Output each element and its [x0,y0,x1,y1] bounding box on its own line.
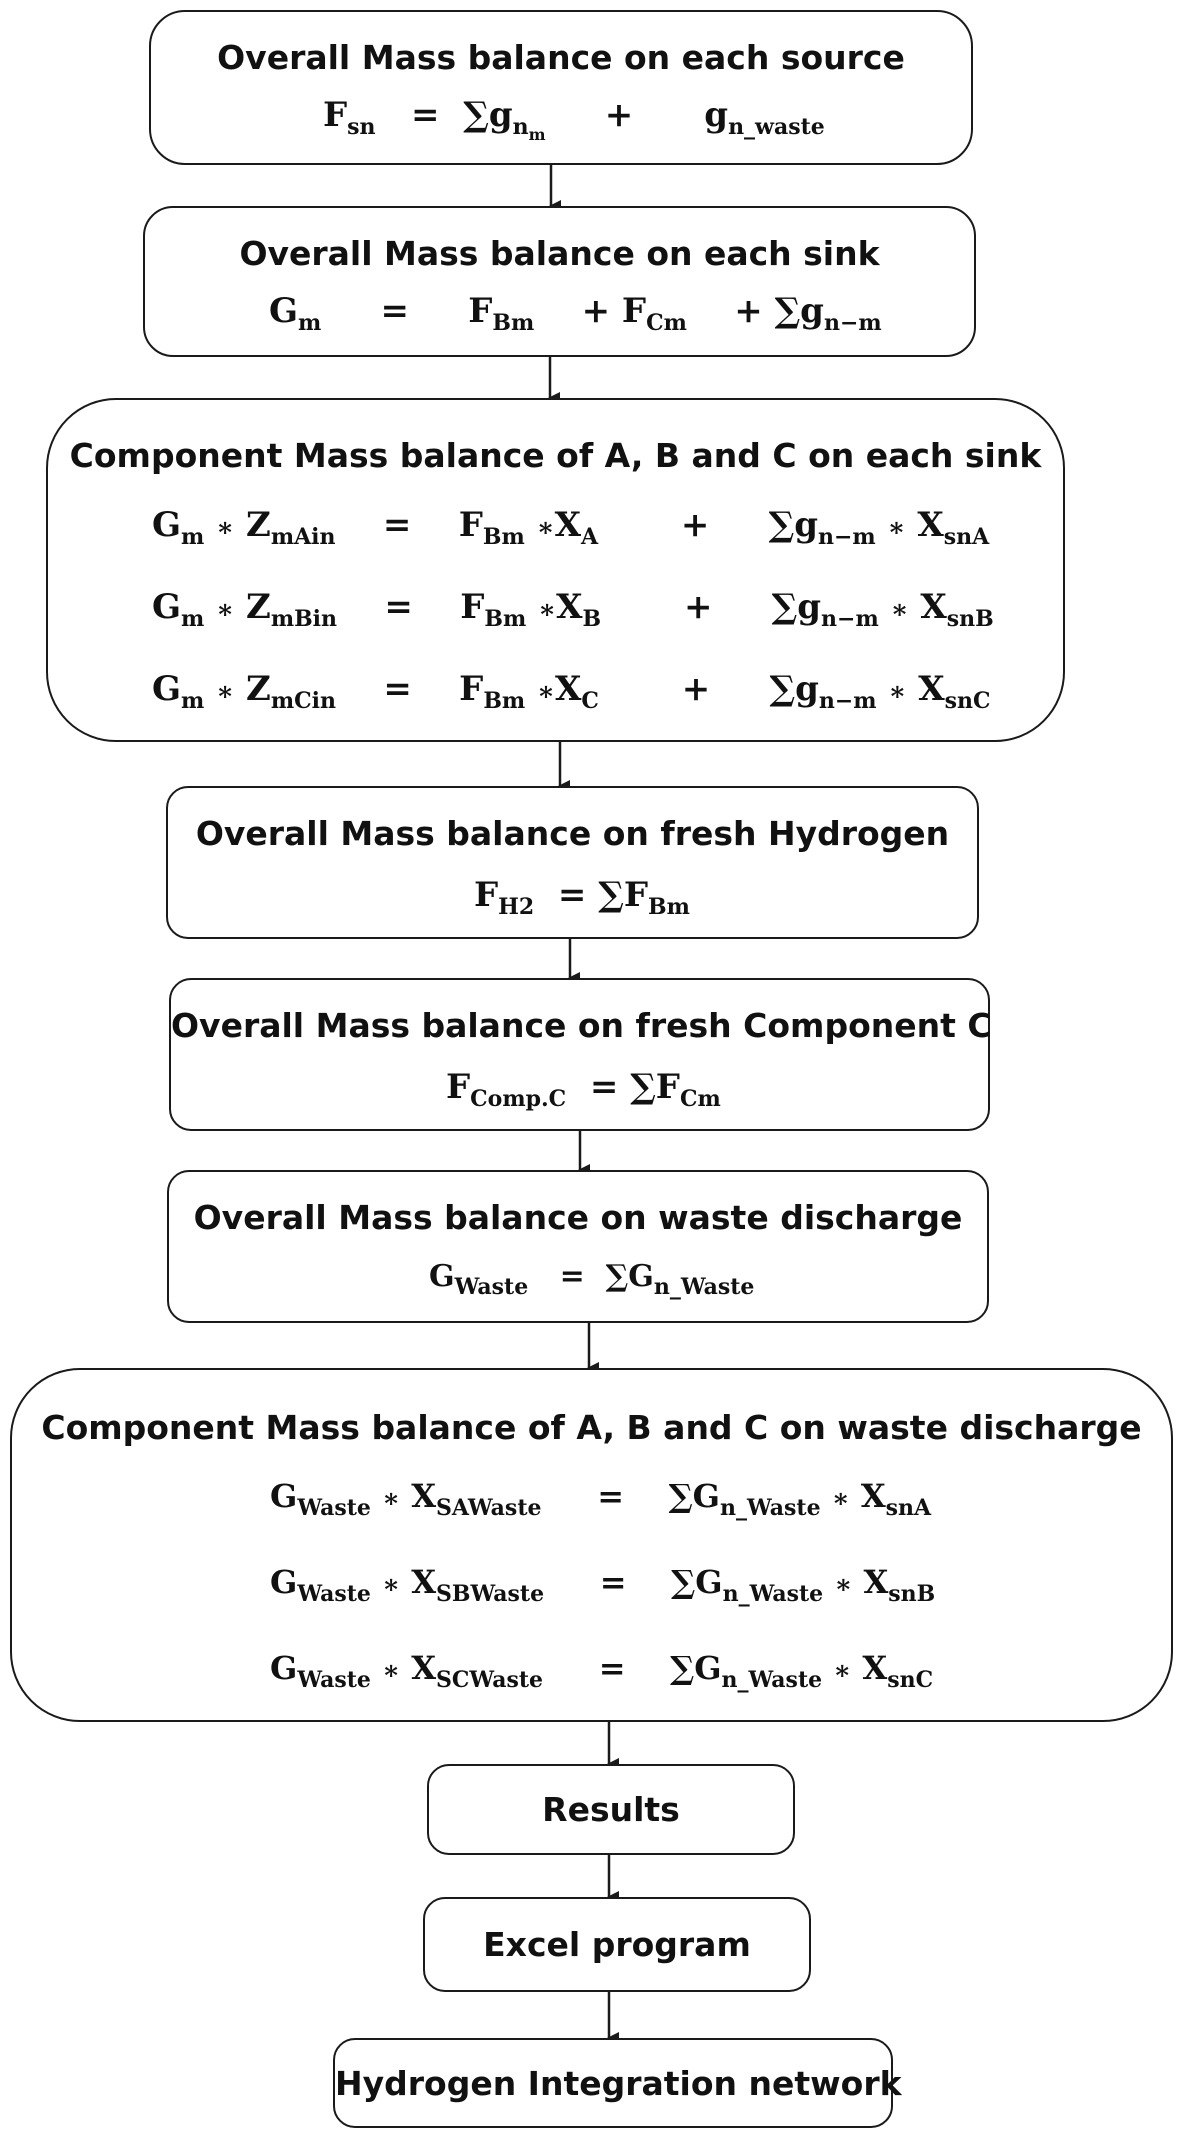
box-component-c-balance [169,978,990,1131]
box-results [427,1764,795,1855]
equation-row-b: $G_{Waste}$ ∗ $X_{SBWaste}$ = $\sum G_{n\_Waste}$ ∗ $X_{snB}$ [270,1563,936,1607]
box-title: Overall Mass balance on fresh Hydrogen [195,814,950,853]
box-hydrogen-balance [166,786,979,939]
equation-row-b: $G_m$ ∗ $Z_{mBin}$ = $F_{Bm}$ $∗X_B$ + $\sum g_{n-m}$ ∗ $X_{snB}$ [152,587,994,632]
equation-row-c: $G_{Waste}$ ∗ $X_{SCWaste}$ = $\sum G_{n\_Waste}$ ∗ $X_{snC}$ [270,1649,934,1693]
box-excel-program [423,1897,811,1992]
equation: $F_{Comp.C} = \sum F_{Cm}$ [446,1067,721,1112]
box-source-balance [149,10,973,165]
box-title: Overall Mass balance on each sink [239,234,880,273]
equation: $G_m$ = $F_{Bm}$ + $F_{Cm}$ + $\sum g_{n-m}$ [269,291,882,336]
box-title: Overall Mass balance on each source [217,38,905,77]
box-title: Results [542,1790,680,1829]
box-title: Hydrogen Integration network [335,2064,902,2103]
box-component-waste-balance [10,1368,1173,1722]
equation: $F_{H2} = \sum F_{Bm}$ [474,875,690,920]
box-component-sink-balance [46,398,1065,742]
equation: $F_{sn}$ = $\sum g_{n_m}$ + $g_{n\_waste}$ [323,95,825,144]
box-title: Component Mass balance of A, B and C on each sink [69,436,1042,475]
box-waste-balance [167,1170,989,1323]
box-title: Overall Mass balance on fresh Component C [171,1006,992,1045]
equation-row-a: $G_{Waste}$ ∗ $X_{SAWaste}$ = $\sum G_{n\_Waste}$ ∗ $X_{snA}$ [270,1477,932,1521]
box-hydrogen-network [333,2038,902,2128]
equation-row-c: $G_m$ ∗ $Z_{mCin}$ = $F_{Bm}$ $∗X_C$ + $\sum g_{n-m}$ ∗ $X_{snC}$ [152,669,991,714]
box-title: Excel program [483,1925,751,1964]
box-title: Overall Mass balance on waste discharge [193,1198,963,1237]
equation: $G_{Waste}$ = $\sum G_{n\_Waste}$ [429,1259,755,1300]
box-title: Component Mass balance of A, B and C on waste discharge [41,1408,1142,1447]
box-sink-balance [143,206,976,357]
equation-row-a: $G_m$ ∗ $Z_{mAin}$ = $F_{Bm}$ $∗X_A$ + $\sum g_{n-m}$ ∗ $X_{snA}$ [152,505,990,550]
